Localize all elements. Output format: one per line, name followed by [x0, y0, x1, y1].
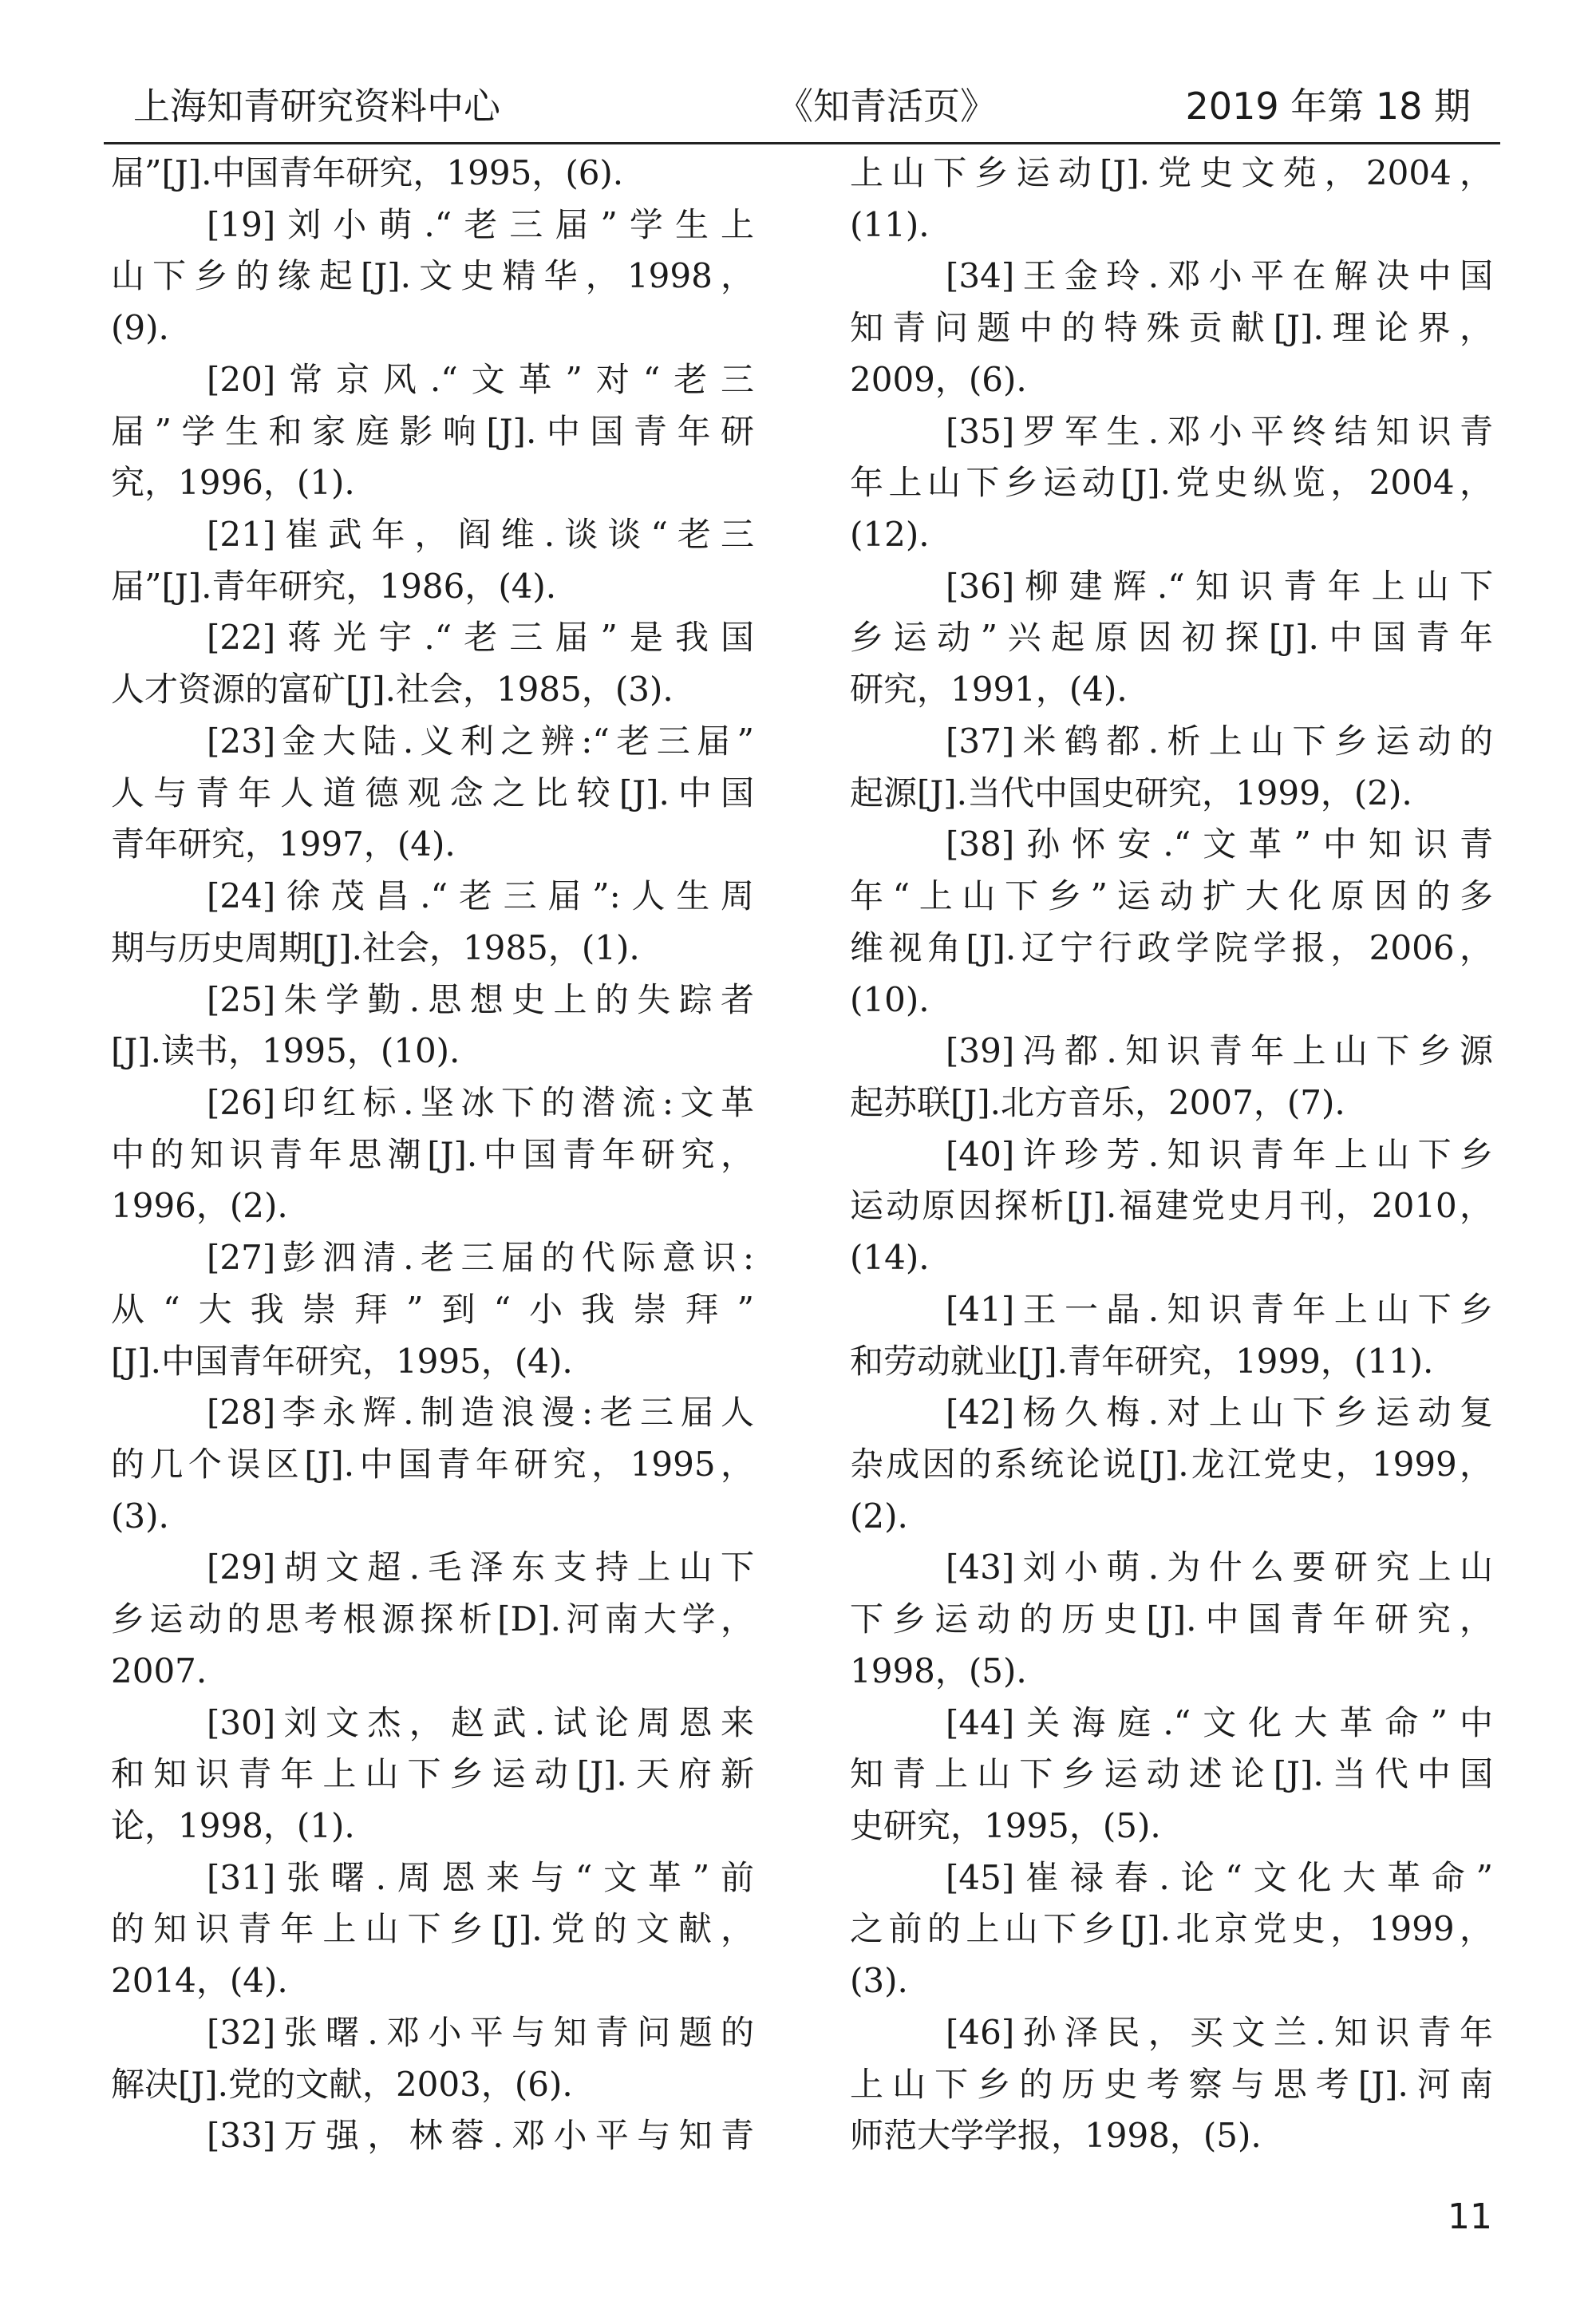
left-column	[111, 148, 754, 2162]
reference-line: [25]朱学勤.思想史上的失踪者	[207, 979, 754, 1019]
reference-line: (3).	[111, 1496, 169, 1536]
reference-line: 2009，(6).	[850, 359, 1027, 399]
reference-line: [26]印红标.坚冰下的潜流:文革	[207, 1082, 754, 1122]
reference-line: 届”[J].中国青年研究，1995，(6).	[111, 153, 624, 192]
reference-line: [35]罗军生.邓小平终结知识青	[946, 411, 1493, 451]
reference-line: 年“上山下乡”运动扩大化原因的多	[850, 876, 1493, 916]
reference-line: [43]刘小萌.为什么要研究上山	[946, 1548, 1493, 1587]
reference-line: [31]张曙.周恩来与“文革”前	[207, 1857, 754, 1897]
reference-line: [28]李永辉.制造浪漫:老三届人	[207, 1393, 754, 1433]
reference-line: 1996，(2).	[111, 1186, 288, 1226]
reference-line: [29]胡文超.毛泽东支持上山下	[207, 1548, 754, 1587]
reference-line: [19]刘小萌.“老三届”学生上	[207, 204, 754, 244]
reference-entry	[850, 716, 1493, 819]
reference-line: [J].中国青年研究，1995，(4).	[111, 1341, 573, 1381]
reference-line: 乡运动的思考根源探析[D].河南大学，	[111, 1599, 754, 1639]
reference-line: 研究，1991，(4).	[850, 670, 1128, 710]
reference-entry	[111, 200, 754, 354]
reference-entry	[111, 871, 754, 974]
reference-line: 师范大学学报，1998，(5).	[850, 2116, 1262, 2156]
reference-line: 和劳动就业[J].青年研究，1999，(11).	[850, 1341, 1434, 1381]
reference-entry	[850, 1698, 1493, 1852]
reference-line: [34]王金玲.邓小平在解决中国	[946, 256, 1493, 296]
reference-line: 和知识青年上山下乡运动[J].天府新	[111, 1754, 754, 1794]
reference-entry	[850, 1542, 1493, 1697]
reference-entry	[111, 1852, 754, 2007]
reference-line: (11).	[850, 204, 930, 244]
reference-line: (12).	[850, 515, 930, 555]
reference-line: 下乡运动的历史[J].中国青年研究，	[850, 1599, 1493, 1639]
right-column	[850, 148, 1493, 2162]
reference-line: 史研究，1995，(5).	[850, 1806, 1161, 1845]
reference-line: 究，1996，(1).	[111, 463, 355, 503]
reference-line: 的知识青年上山下乡[J].党的文献，	[111, 1909, 754, 1949]
reference-entry	[111, 1542, 754, 1697]
reference-line: 1998，(5).	[850, 1651, 1027, 1690]
reference-line: 期与历史周期[J].社会，1985，(1).	[111, 927, 640, 967]
reference-line: [36]柳建辉.“知识青年上山下	[946, 566, 1493, 606]
reference-entry	[111, 354, 754, 509]
reference-line: 2007.	[111, 1651, 207, 1690]
reference-line: 之前的上山下乡[J].北京党史，1999，	[850, 1909, 1493, 1949]
reference-line: [40]许珍芳.知识青年上山下乡	[946, 1134, 1493, 1174]
reference-entry	[111, 975, 754, 1077]
reference-line: 从“大我崇拜”到“小我崇拜”	[111, 1289, 754, 1329]
reference-line: [37]米鹤都.析上山下乡运动的	[946, 721, 1493, 761]
reference-line: [30]刘文杰，赵武.试论周恩来	[207, 1702, 754, 1742]
reference-line: [20]常京风.“文革”对“老三	[207, 359, 754, 399]
publisher-name: 上海知青研究资料中心	[133, 85, 500, 128]
reference-line: 2014，(4).	[111, 1961, 288, 2001]
reference-line: (9).	[111, 308, 169, 348]
reference-line: 上山下乡的历史考察与思考[J].河南	[850, 2064, 1493, 2104]
reference-line: [39]冯都.知识青年上山下乡源	[946, 1031, 1493, 1071]
reference-entry	[111, 1387, 754, 1542]
reference-entry	[111, 1232, 754, 1387]
reference-entry	[850, 2007, 1493, 2162]
reference-entry	[850, 1387, 1493, 1542]
reference-entry	[111, 2007, 754, 2110]
reference-entry	[111, 1077, 754, 1232]
reference-line: 人才资源的富矿[J].社会，1985，(3).	[111, 670, 674, 710]
reference-line: 知青上山下乡运动述论[J].当代中国	[850, 1754, 1493, 1794]
reference-line: 的几个误区[J].中国青年研究，1995，	[111, 1444, 754, 1484]
reference-entry	[850, 1026, 1493, 1129]
publication-title: 《知青活页》	[776, 85, 997, 128]
reference-line: 解决[J].党的文献，2003，(6).	[111, 2064, 573, 2104]
reference-line: 届”[J].青年研究，1986，(4).	[111, 566, 557, 606]
reference-line: 年上山下乡运动[J].党史纵览，2004，	[850, 463, 1493, 503]
reference-line: (14).	[850, 1238, 930, 1278]
reference-entry	[111, 509, 754, 612]
reference-line: [42]杨久梅.对上山下乡运动复	[946, 1393, 1493, 1433]
header-rule	[104, 142, 1500, 144]
reference-line: [27]彭泗清.老三届的代际意识:	[207, 1238, 754, 1278]
reference-entry	[850, 1129, 1493, 1284]
reference-line: [21]崔武年，阎维.谈谈“老三	[207, 515, 754, 555]
reference-entry	[111, 612, 754, 715]
reference-line: [46]孙泽民，买文兰.知识青年	[946, 2012, 1493, 2052]
reference-line: 届”学生和家庭影响[J].中国青年研	[111, 411, 754, 451]
reference-line: [32]张曙.邓小平与知青问题的	[207, 2012, 754, 2052]
reference-line: 山下乡的缘起[J].文史精华，1998，	[111, 256, 754, 296]
reference-line: [24]徐茂昌.“老三届”:人生周	[207, 876, 754, 916]
reference-line: 中的知识青年思潮[J].中国青年研究，	[111, 1134, 754, 1174]
reference-line: 起苏联[J].北方音乐，2007，(7).	[850, 1082, 1345, 1122]
reference-line: [23]金大陆.义利之辨:“老三届”	[207, 721, 754, 761]
reference-entry-continued	[850, 148, 1493, 251]
issue-number: 2019 年第 18 期	[1185, 85, 1471, 128]
reference-line: 起源[J].当代中国史研究，1999，(2).	[850, 773, 1412, 812]
reference-line: [41]王一晶.知识青年上山下乡	[946, 1289, 1493, 1329]
reference-line: 乡运动”兴起原因初探[J].中国青年	[850, 618, 1493, 658]
reference-line: (2).	[850, 1496, 908, 1536]
reference-line: 杂成因的系统论说[J].龙江党史，1999，	[850, 1444, 1493, 1484]
reference-entry	[850, 1852, 1493, 2007]
reference-line: 上山下乡运动[J].党史文苑，2004，	[850, 153, 1493, 192]
reference-line: [33]万强，林蓉.邓小平与知青	[207, 2116, 754, 2156]
reference-line: 运动原因探析[J].福建党史月刊，2010，	[850, 1186, 1493, 1226]
reference-entry	[111, 716, 754, 871]
reference-entry	[850, 561, 1493, 716]
reference-entry	[111, 1698, 754, 1852]
reference-line: 维视角[J].辽宁行政学院学报，2006，	[850, 927, 1493, 967]
reference-line: [38]孙怀安.“文革”中知识青	[946, 824, 1493, 864]
reference-entry	[111, 2110, 754, 2162]
reference-line: [22]蒋光宇.“老三届”是我国	[207, 618, 754, 658]
reference-line: (3).	[850, 1961, 908, 2001]
reference-entry-continued	[111, 148, 754, 200]
reference-entry	[850, 251, 1493, 405]
reference-line: [J].读书，1995，(10).	[111, 1031, 460, 1071]
reference-line: [44]关海庭.“文化大革命”中	[946, 1702, 1493, 1742]
reference-line: 青年研究，1997，(4).	[111, 824, 456, 864]
reference-entry	[850, 819, 1493, 1026]
reference-line: 人与青年人道德观念之比较[J].中国	[111, 773, 754, 812]
reference-line: (10).	[850, 979, 930, 1019]
page-number: 11	[1448, 2196, 1492, 2237]
reference-line: [45]崔禄春.论“文化大革命”	[946, 1857, 1493, 1897]
reference-entry	[850, 1284, 1493, 1387]
reference-entry	[850, 406, 1493, 561]
reference-line: 知青问题中的特殊贡献[J].理论界，	[850, 308, 1493, 348]
reference-line: 论，1998，(1).	[111, 1806, 355, 1845]
